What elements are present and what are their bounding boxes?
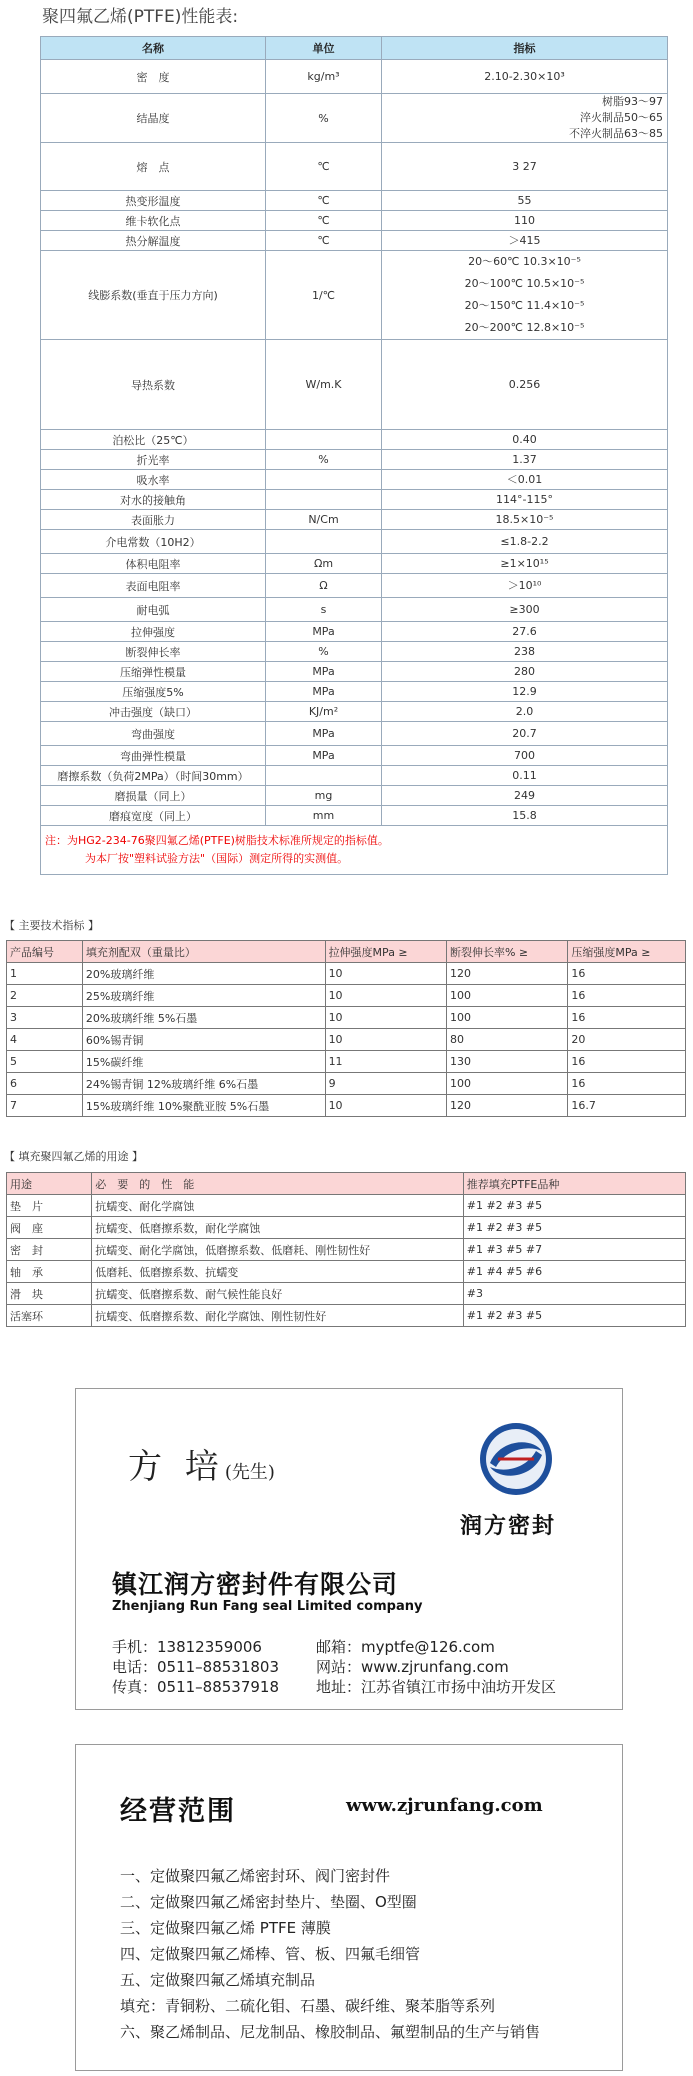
property-value (382, 60, 668, 94)
brand-name: 润方密封 (460, 1514, 557, 1539)
value-line: 2.10-2.30×10³ (484, 69, 565, 83)
value-line: 2.0 (515, 704, 534, 718)
grid-cell: 15%玻璃纤维 10%聚酰亚胺 5%石墨 (82, 1095, 325, 1117)
property-name: 弯曲强度 (41, 722, 266, 746)
property-unit: mm (266, 806, 382, 826)
value-line: 114°-115° (496, 492, 553, 506)
property-name: 压缩弹性模量 (41, 662, 266, 682)
property-name: 吸水率 (41, 470, 266, 490)
property-value (382, 340, 668, 430)
grid-cell: 16 (568, 985, 686, 1007)
property-unit: Ωm (266, 554, 382, 574)
value-line: 20.7 (512, 726, 537, 740)
header-value: 指标 (382, 37, 668, 60)
grid-cell: 60%锡青铜 (82, 1029, 325, 1051)
grid-cell: 轴 承 (7, 1261, 92, 1283)
property-value (382, 682, 668, 702)
property-value (382, 786, 668, 806)
property-name: 对水的接触角 (41, 490, 266, 510)
grid-cell: 4 (7, 1029, 83, 1051)
scope-url: www.zjrunfang.com (346, 1795, 543, 1816)
grid-cell: 100 (446, 985, 567, 1007)
note-line-1: 注：为HG2-234-76聚四氟乙烯(PTFE)树脂技术标准所规定的指标值。 (45, 834, 389, 847)
table-row (7, 1029, 686, 1051)
value-line: 12.9 (512, 684, 537, 698)
grid-header-cell: 推荐填充PTFE品种 (463, 1173, 685, 1195)
property-value (382, 622, 668, 642)
grid-cell: 130 (446, 1051, 567, 1073)
property-value (382, 746, 668, 766)
table-header-row (41, 37, 668, 60)
property-name: 熔 点 (41, 143, 266, 191)
value-line: ≥1×10¹⁵ (500, 556, 549, 570)
contact-name: 方 培(先生) (128, 1447, 275, 1487)
table-row (41, 143, 668, 191)
property-value (382, 490, 668, 510)
value-line: 不淬火制品63～85 (569, 127, 663, 140)
property-value (382, 450, 668, 470)
grid-header-cell: 填充剂配双（重量比） (82, 941, 325, 963)
grid-cell: 20 (568, 1029, 686, 1051)
table-row (41, 702, 668, 722)
table-row (7, 963, 686, 985)
grid-header-row (7, 941, 686, 963)
grid-cell: #1 #2 #3 #5 (463, 1305, 685, 1327)
grid-cell: 9 (325, 1073, 446, 1095)
grid-cell: 100 (446, 1073, 567, 1095)
value-line: 15.8 (512, 808, 537, 822)
property-value (382, 430, 668, 450)
value-line: 55 (517, 193, 532, 207)
scope-item: 二、定做聚四氟乙烯密封垫片、垫圈、O型圈 (120, 1893, 417, 1911)
table-row (7, 1239, 686, 1261)
grid-header-cell: 断裂伸长率% ≥ (446, 941, 567, 963)
value-line: 18.5×10⁻⁵ (495, 512, 554, 526)
grid-cell: 25%玻璃纤维 (82, 985, 325, 1007)
table-row (7, 1305, 686, 1327)
grid-cell: 抗蠕变、耐化学腐蚀，低磨擦系数、低磨耗、刚性韧性好 (92, 1239, 464, 1261)
property-unit: MPa (266, 662, 382, 682)
property-name: 磨痕宽度（同上） (41, 806, 266, 826)
property-unit: MPa (266, 746, 382, 766)
grid-cell: 抗蠕变、耐化学腐蚀 (92, 1195, 464, 1217)
property-name: 冲击强度（缺口） (41, 702, 266, 722)
grid-cell: 80 (446, 1029, 567, 1051)
company-name: 镇江润方密封件有限公司 (112, 1570, 399, 1599)
grid-cell: 2 (7, 985, 83, 1007)
table-row (7, 1007, 686, 1029)
grid-cell: 16 (568, 963, 686, 985)
property-value (382, 598, 668, 622)
table-row (41, 231, 668, 251)
property-unit: % (266, 450, 382, 470)
website: 网站：www.zjrunfang.com (316, 1658, 509, 1676)
grid-header-cell: 用途 (7, 1173, 92, 1195)
table-row (41, 622, 668, 642)
property-name: 表面胀力 (41, 510, 266, 530)
table-row (7, 1051, 686, 1073)
property-unit (266, 530, 382, 554)
property-unit: ℃ (266, 211, 382, 231)
grid-cell: 密 封 (7, 1239, 92, 1261)
table-row (41, 430, 668, 450)
property-unit: MPa (266, 682, 382, 702)
property-value (382, 143, 668, 191)
table-row (41, 722, 668, 746)
table-row (7, 1195, 686, 1217)
value-line: 0.11 (512, 768, 537, 782)
table-row (41, 490, 668, 510)
scope-item: 五、定做聚四氟乙烯填充制品 (120, 1971, 316, 1989)
property-unit: N/Cm (266, 510, 382, 530)
table-row (41, 340, 668, 430)
honorific: (先生) (224, 1462, 275, 1483)
grid-cell: 100 (446, 1007, 567, 1029)
property-unit: kg/m³ (266, 60, 382, 94)
table-row (7, 1283, 686, 1305)
value-line: ＞10¹⁰ (507, 578, 542, 592)
value-line: 0.40 (512, 432, 537, 446)
grid-cell: #3 (463, 1283, 685, 1305)
property-value (382, 702, 668, 722)
grid-header-cell: 必 要 的 性 能 (92, 1173, 464, 1195)
property-name: 磨损量（同上） (41, 786, 266, 806)
value-line: ≥300 (509, 602, 540, 616)
property-name: 介电常数（10H2） (41, 530, 266, 554)
grid-cell: 15%碳纤维 (82, 1051, 325, 1073)
ptfe-properties-table (40, 36, 668, 875)
business-scope-card (75, 1744, 623, 2071)
table-row (41, 682, 668, 702)
table-row (41, 574, 668, 598)
grid-cell: 5 (7, 1051, 83, 1073)
value-line: ＜0.01 (506, 472, 543, 486)
property-unit: ℃ (266, 191, 382, 211)
grid-cell: 10 (325, 985, 446, 1007)
uses-table (6, 1172, 686, 1327)
property-unit: Ω (266, 574, 382, 598)
table-row (41, 450, 668, 470)
table-row (41, 191, 668, 211)
property-unit: mg (266, 786, 382, 806)
grid-cell: 11 (325, 1051, 446, 1073)
property-value (382, 722, 668, 746)
grid-cell: 滑 块 (7, 1283, 92, 1305)
property-unit: % (266, 642, 382, 662)
grid-cell: 10 (325, 963, 446, 985)
property-name: 结晶度 (41, 94, 266, 143)
table-row (41, 662, 668, 682)
value-line: 238 (514, 644, 535, 658)
property-value (382, 251, 668, 340)
property-name: 导热系数 (41, 340, 266, 430)
property-name: 折光率 (41, 450, 266, 470)
grid-cell: 3 (7, 1007, 83, 1029)
value-line: 1.37 (512, 452, 537, 466)
grid-cell: 低磨耗、低磨擦系数、抗蠕变 (92, 1261, 464, 1283)
property-name: 维卡软化点 (41, 211, 266, 231)
table-row (7, 985, 686, 1007)
property-name: 弯曲弹性模量 (41, 746, 266, 766)
property-name: 泊松比（25℃） (41, 430, 266, 450)
table-row (7, 1073, 686, 1095)
property-value (382, 470, 668, 490)
grid-cell: 抗蠕变、低磨擦系数、耐化学腐蚀、刚性韧性好 (92, 1305, 464, 1327)
value-line: 淬火制品50～65 (580, 111, 663, 124)
scope-item: 四、定做聚四氟乙烯棒、管、板、四氟毛细管 (120, 1945, 421, 1963)
table-note (41, 826, 668, 875)
table-row (41, 94, 668, 143)
table-row (41, 786, 668, 806)
page-title: 聚四氟乙烯(PTFE)性能表: (42, 7, 239, 27)
grid-header-cell: 压缩强度MPa ≥ (568, 941, 686, 963)
table-row (41, 766, 668, 786)
property-value (382, 574, 668, 598)
property-value (382, 231, 668, 251)
grid-cell: 6 (7, 1073, 83, 1095)
grid-cell: 24%锡青铜 12%玻璃纤维 6%石墨 (82, 1073, 325, 1095)
company-name-en: Zhenjiang Run Fang seal Limited company (112, 1599, 423, 1614)
property-value (382, 642, 668, 662)
grid-cell: 16 (568, 1007, 686, 1029)
email: 邮箱：myptfe@126.com (316, 1638, 495, 1656)
property-unit (266, 430, 382, 450)
grid-cell: #1 #2 #3 #5 (463, 1195, 685, 1217)
grid-cell: 120 (446, 1095, 567, 1117)
note-row (41, 826, 668, 875)
property-unit: KJ/m² (266, 702, 382, 722)
grid-cell: 阀 座 (7, 1217, 92, 1239)
grid-cell: 抗蠕变、低磨擦系数、耐气候性能良好 (92, 1283, 464, 1305)
table-row (41, 470, 668, 490)
property-value (382, 94, 668, 143)
grid-cell: 16 (568, 1073, 686, 1095)
grid-header-row (7, 1173, 686, 1195)
property-value (382, 191, 668, 211)
value-line: ≤1.8-2.2 (500, 534, 549, 548)
table-row (41, 60, 668, 94)
value-line: 110 (514, 213, 535, 227)
grid-cell: 活塞环 (7, 1305, 92, 1327)
table-row (41, 211, 668, 231)
value-line: 20～60℃ 10.3×10⁻⁵ (468, 255, 581, 268)
grid-cell: 7 (7, 1095, 83, 1117)
property-value (382, 211, 668, 231)
property-name: 密 度 (41, 60, 266, 94)
grid-header-cell: 拉伸强度MPa ≥ (325, 941, 446, 963)
table-row (41, 642, 668, 662)
property-value (382, 662, 668, 682)
scope-item: 一、定做聚四氟乙烯密封环、阀门密封件 (120, 1867, 391, 1885)
value-line: 0.256 (508, 377, 541, 391)
grid-cell: 120 (446, 963, 567, 985)
property-name: 体积电阻率 (41, 554, 266, 574)
grid-cell: 20%玻璃纤维 5%石墨 (82, 1007, 325, 1029)
property-unit: % (266, 94, 382, 143)
table-row (7, 1095, 686, 1117)
table-row (41, 746, 668, 766)
note-line-2: 为本厂按"塑料试验方法"（国际）测定所得的实测值。 (85, 852, 349, 865)
header-unit: 单位 (266, 37, 382, 60)
grid-cell: 10 (325, 1095, 446, 1117)
grid-cell: 1 (7, 963, 83, 985)
grid-cell: 16.7 (568, 1095, 686, 1117)
grid-cell: 垫 片 (7, 1195, 92, 1217)
property-name: 磨擦系数（负荷2MPa）（时间30mm） (41, 766, 266, 786)
value-line: 3 27 (512, 159, 537, 173)
property-value (382, 766, 668, 786)
table-row (41, 598, 668, 622)
property-unit (266, 490, 382, 510)
value-line: 20～100℃ 10.5×10⁻⁵ (464, 277, 585, 290)
table-row (41, 251, 668, 340)
property-unit: 1/℃ (266, 251, 382, 340)
value-line: 树脂93～97 (602, 95, 663, 108)
table-row (41, 510, 668, 530)
table-row (41, 554, 668, 574)
fax: 传真：0511–88537918 (112, 1678, 280, 1696)
contact-phones (112, 1637, 279, 1697)
scope-title: 经营范围 (120, 1796, 236, 1827)
grid-cell: 20%玻璃纤维 (82, 963, 325, 985)
property-unit (266, 470, 382, 490)
telephone: 电话：0511–88531803 (112, 1658, 280, 1676)
table-row (41, 806, 668, 826)
table-row (7, 1217, 686, 1239)
mobile-phone: 手机：13812359006 (112, 1638, 262, 1656)
property-unit: ℃ (266, 231, 382, 251)
grid-cell: 16 (568, 1051, 686, 1073)
property-name: 热变形温度 (41, 191, 266, 211)
tech-heading: 【 主要技术指标 】 (4, 919, 99, 932)
grid-header-cell: 产品编号 (7, 941, 83, 963)
property-unit: W/m.K (266, 340, 382, 430)
grid-cell: 10 (325, 1007, 446, 1029)
uses-heading: 【 填充聚四氟乙烯的用途 】 (4, 1150, 143, 1163)
contact-online (316, 1637, 556, 1697)
property-value (382, 554, 668, 574)
property-name: 拉伸强度 (41, 622, 266, 642)
property-unit: MPa (266, 622, 382, 642)
scope-item: 三、定做聚四氟乙烯 PTFE 薄膜 (120, 1919, 331, 1937)
value-line: ＞415 (508, 233, 541, 247)
property-name: 断裂伸长率 (41, 642, 266, 662)
property-name: 耐电弧 (41, 598, 266, 622)
value-line: 20～150℃ 11.4×10⁻⁵ (464, 299, 585, 312)
value-line: 280 (514, 664, 535, 678)
property-name: 压缩强度5% (41, 682, 266, 702)
value-line: 249 (514, 788, 535, 802)
property-unit: MPa (266, 722, 382, 746)
scope-item: 六、聚乙烯制品、尼龙制品、橡胶制品、氟塑制品的生产与销售 (120, 2023, 541, 2041)
property-value (382, 530, 668, 554)
grid-cell: 10 (325, 1029, 446, 1051)
grid-cell: #1 #3 #5 #7 (463, 1239, 685, 1261)
value-line: 20～200℃ 12.8×10⁻⁵ (464, 321, 585, 334)
value-line: 700 (514, 748, 535, 762)
grid-cell: #1 #4 #5 #6 (463, 1261, 685, 1283)
tech-specs-table (6, 940, 686, 1117)
property-unit: s (266, 598, 382, 622)
property-name: 线膨系数(垂直于压力方向) (41, 251, 266, 340)
table-row (41, 530, 668, 554)
scope-list (120, 1863, 540, 2045)
grid-cell: #1 #2 #3 #5 (463, 1217, 685, 1239)
table-row (7, 1261, 686, 1283)
header-name: 名称 (41, 37, 266, 60)
property-unit (266, 766, 382, 786)
address: 地址：江苏省镇江市扬中油坊开发区 (316, 1678, 557, 1696)
property-value (382, 806, 668, 826)
scope-item: 填充：青铜粉、二硫化钼、石墨、碳纤维、聚苯脂等系列 (120, 1997, 496, 2015)
grid-cell: 抗蠕变、低磨擦系数，耐化学腐蚀 (92, 1217, 464, 1239)
business-card (75, 1388, 623, 1710)
value-line: 27.6 (512, 624, 537, 638)
company-logo-icon (476, 1419, 556, 1499)
property-name: 表面电阻率 (41, 574, 266, 598)
property-value (382, 510, 668, 530)
property-unit: ℃ (266, 143, 382, 191)
property-name: 热分解温度 (41, 231, 266, 251)
